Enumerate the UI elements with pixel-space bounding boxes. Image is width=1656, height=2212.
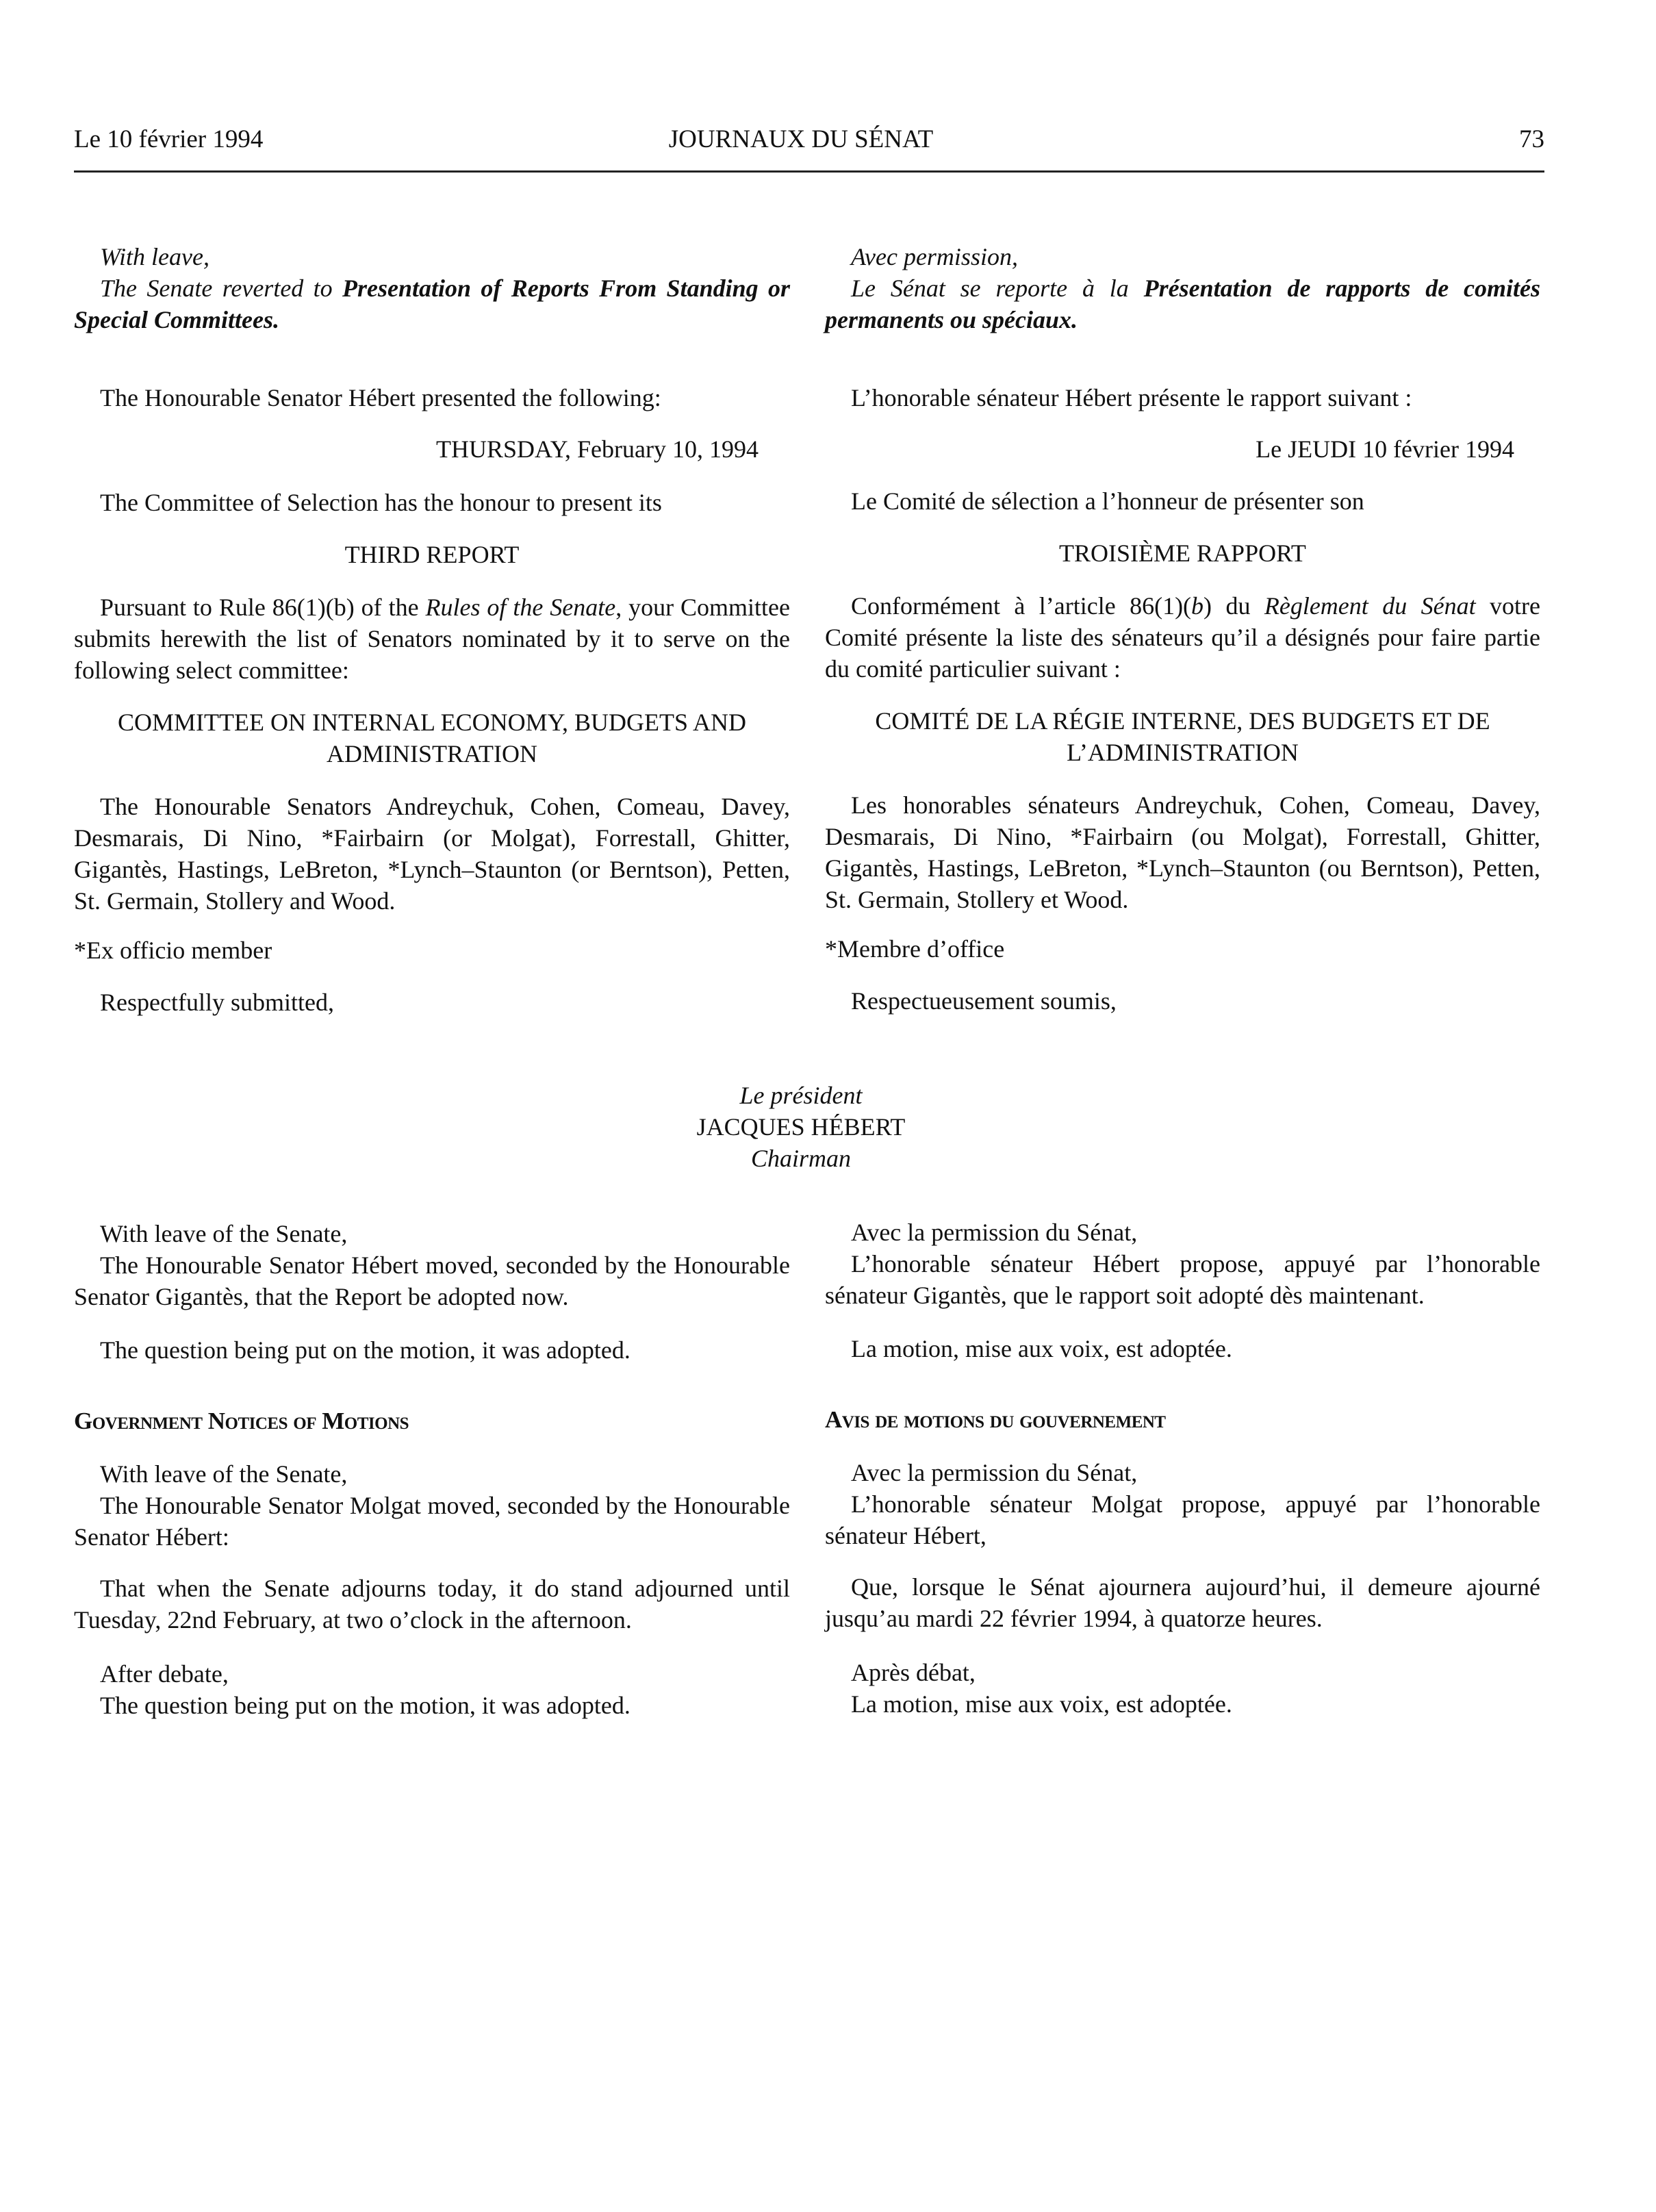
fr-gov-notices-heading: Avis de motions du gouvernement [825, 1406, 1166, 1433]
en-gov-notices-heading: Government Notices of Motions [74, 1408, 409, 1434]
en-date: THURSDAY, February 10, 1994 [435, 435, 759, 463]
fr-question: La motion, mise aux voix, est adoptée. [851, 1335, 1232, 1362]
fr-reverted-line: Le Sénat se reporte à la Présentation de rapports de comités permanents ou spéciaux. [825, 275, 1540, 333]
en-reverted-line: The Senate reverted to Presentation of Reports From Standing or Special Committees. [74, 275, 791, 333]
fr-date: Le JEUDI 10 février 1994 [1256, 435, 1514, 463]
running-header-title: JOURNAUX DU SÉNAT [668, 125, 934, 153]
en-committee-present: The Committee of Selection has the honour to present its [100, 489, 662, 516]
fr-leave-senate-2: Avec la permission du Sénat, [851, 1459, 1138, 1486]
fr-moved: L’honorable sénateur Hébert propose, appuyé par l’honorable sénateur Gigantès, que le rapport soit adopté dès maintenant. [825, 1250, 1540, 1309]
en-report-title: THIRD REPORT [344, 541, 520, 568]
en-respectfully: Respectfully submitted, [100, 989, 334, 1016]
fr-committee-present: Le Comité de sélection a l’honneur de présenter son [851, 487, 1364, 515]
en-presented: The Honourable Senator Hébert presented the following: [100, 384, 661, 411]
en-ex-officio: *Ex officio member [74, 937, 272, 964]
signature-en-title: Chairman [750, 1145, 852, 1172]
fr-ex-officio: *Membre d’office [825, 935, 1005, 963]
en-molgat-motion [74, 1458, 790, 1553]
fr-senators-list: Les honorables sénateurs Andreychuk, Cohen, Comeau, Davey, Desmarais, Di Nino, *Fairbairn (ou Molgat), Forrestall, Ghitter, Gigantès, Hastings, LeBreton, *Lynch–Staunton (ou Berntson), Petten, St. Germain, Stollery et Wood. [825, 791, 1540, 913]
fr-after-debate: Après débat, [851, 1659, 976, 1686]
fr-leave-line: Avec permission, [851, 243, 1018, 270]
en-after-debate: After debate, [100, 1660, 229, 1688]
fr-presented: L’honorable sénateur Hébert présente le rapport suivant : [851, 384, 1412, 411]
fr-pursuant-paragraph: Conformément à l’article 86(1)(b) du Règlement du Sénat votre Comité présente la liste des sénateurs qu’il a désignés pour faire partie du comité particulier suivant : [825, 592, 1540, 683]
en-molgat-moved: The Honourable Senator Molgat moved, seconded by the Honourable Senator Hébert: [74, 1492, 790, 1551]
signature-fr-title: Le président [739, 1082, 863, 1109]
en-leave-senate-2: With leave of the Senate, [100, 1460, 348, 1488]
en-leave-block [74, 241, 790, 335]
en-question: The question being put on the motion, it was adopted. [100, 1336, 630, 1364]
fr-question-2: La motion, mise aux voix, est adoptée. [851, 1690, 1232, 1718]
fr-adjourn-motion: Que, lorsque le Sénat ajournera aujourd’hui, il demeure ajourné jusqu’au mardi 22 février 1994, à quatorze heures. [825, 1573, 1540, 1632]
en-question-2: The question being put on the motion, it was adopted. [100, 1692, 630, 1719]
header-rule [74, 170, 1544, 173]
page-number: 73 [1519, 125, 1544, 153]
fr-leave-block [825, 241, 1540, 335]
signature-block [0, 1080, 1602, 1174]
fr-committee-name: COMITÉ DE LA RÉGIE INTERNE, DES BUDGETS ET DE L’ADMINISTRATION [875, 707, 1490, 766]
fr-leave-senate: Avec la permission du Sénat, [851, 1219, 1138, 1246]
fr-report-title: TROISIÈME RAPPORT [1059, 539, 1306, 567]
signature-name: JACQUES HÉBERT [696, 1113, 906, 1141]
en-pursuant-paragraph: Pursuant to Rule 86(1)(b) of the Rules of the Senate, your Committee submits herewith the list of Senators nominated by it to serve on the following select committee: [74, 594, 791, 684]
running-header-date: Le 10 février 1994 [74, 125, 264, 153]
fr-respectfully: Respectueusement soumis, [851, 987, 1117, 1015]
en-leave-line: With leave, [100, 243, 209, 270]
en-after-debate-block [74, 1658, 790, 1721]
en-adjourn-motion: That when the Senate adjourns today, it do stand adjourned until Tuesday, 22nd February, at two o’clock in the afternoon. [74, 1575, 790, 1633]
en-moved: The Honourable Senator Hébert moved, seconded by the Honourable Senator Gigantès, that the Report be adopted now. [74, 1251, 790, 1310]
en-senators-list: The Honourable Senators Andreychuk, Cohen, Comeau, Davey, Desmarais, Di Nino, *Fairbairn (or Molgat), Forrestall, Ghitter, Gigantès, Hastings, LeBreton, *Lynch–Staunton (or Berntson), Petten, St. Germain, Stollery and Wood. [74, 793, 790, 915]
en-leave-motion [74, 1218, 790, 1312]
en-committee-name: COMMITTEE ON INTERNAL ECONOMY, BUDGETS AND ADMINISTRATION [118, 709, 746, 767]
fr-molgat-motion [825, 1457, 1540, 1551]
en-leave-senate: With leave of the Senate, [100, 1220, 348, 1247]
fr-after-debate-block [825, 1657, 1540, 1720]
fr-leave-motion [825, 1217, 1540, 1311]
fr-molgat-moved: L’honorable sénateur Molgat propose, appuyé par l’honorable sénateur Hébert, [825, 1490, 1540, 1549]
